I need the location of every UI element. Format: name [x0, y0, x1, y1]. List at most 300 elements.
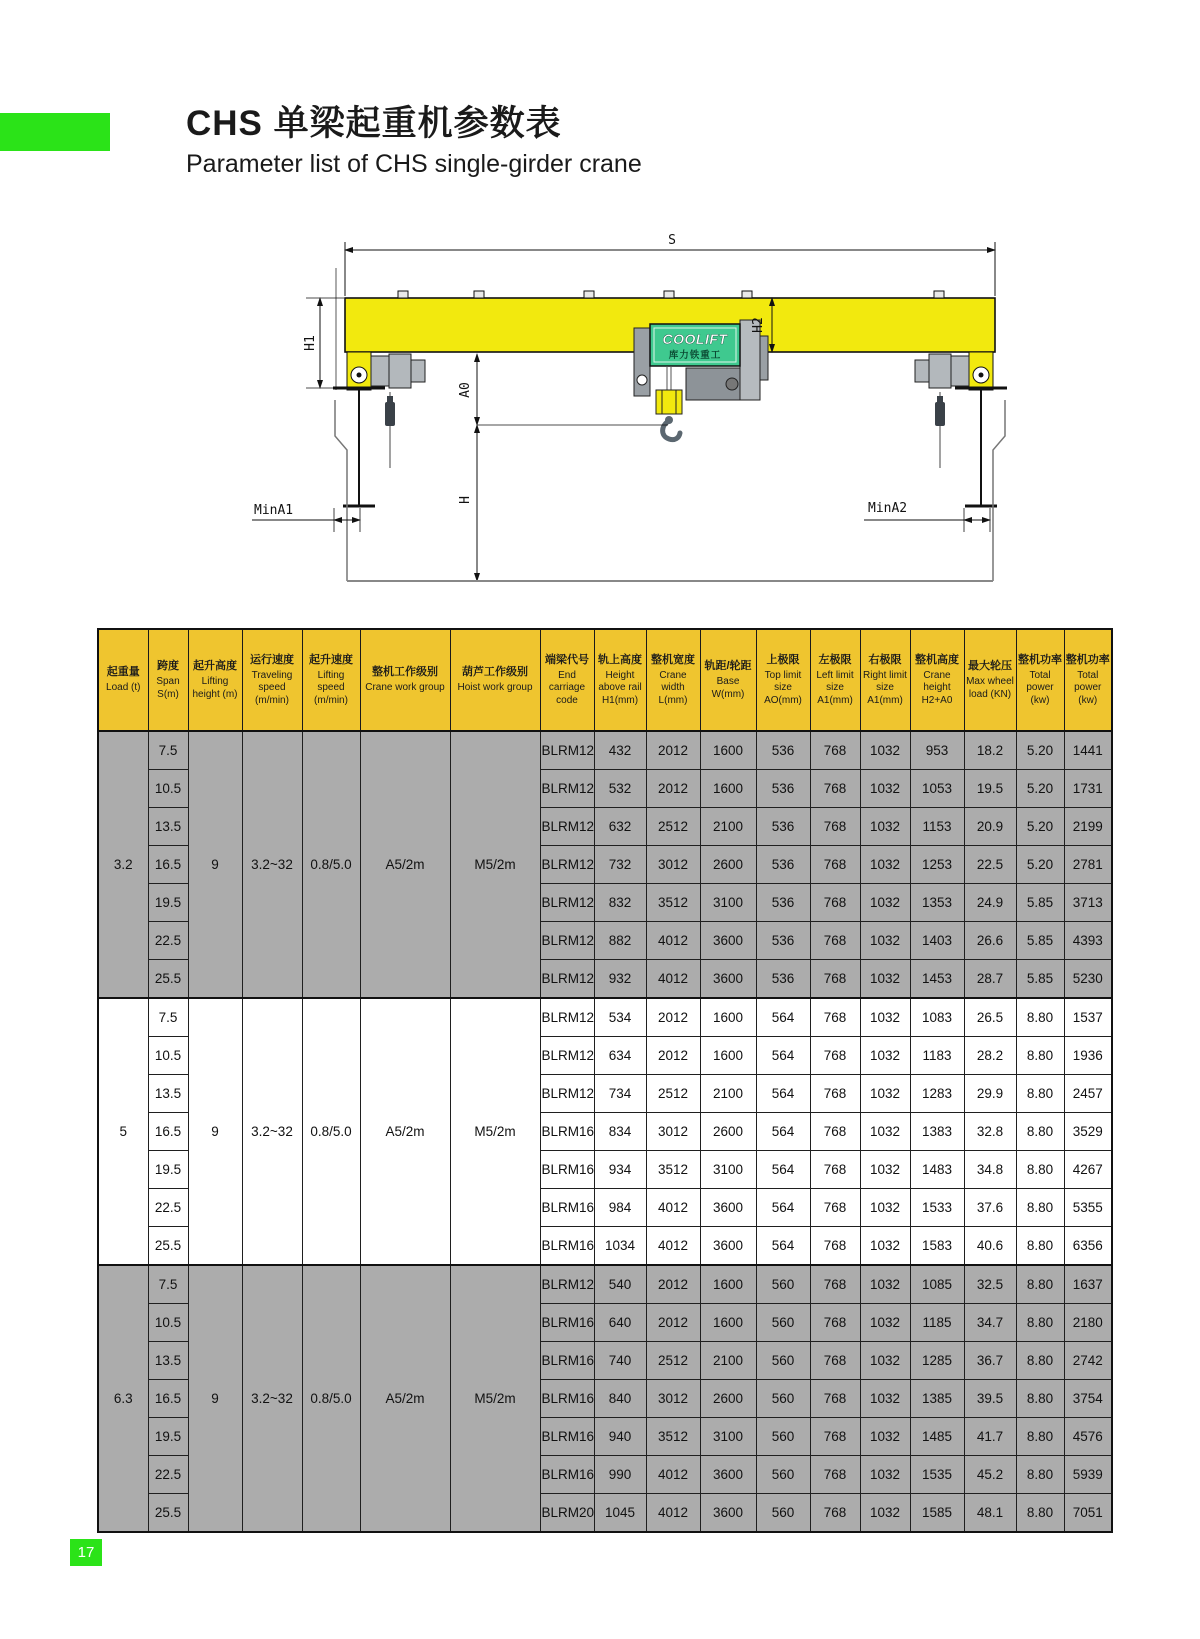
table-cell: 560 [756, 1304, 810, 1342]
table-row [98, 731, 1112, 770]
table-cell: 632 [594, 808, 646, 846]
table-cell: 34.7 [964, 1304, 1016, 1342]
table-cell: 1441 [1064, 731, 1112, 770]
festoon-left [385, 392, 395, 468]
table-cell: BLRM12 [540, 998, 594, 1037]
col-header-en: Max wheel load (KN) [966, 676, 1014, 700]
wheel-left-hub [357, 373, 362, 378]
page-title: CHS 单梁起重机参数表 [186, 104, 562, 143]
col-header [860, 629, 910, 731]
table-header [98, 629, 1112, 731]
table-cell: 19.5 [148, 1418, 188, 1456]
col-header-en: Total power (kw) [1026, 669, 1054, 706]
col-header-en: Traveling speed (m/min) [251, 669, 293, 706]
table-cell: 1283 [910, 1075, 964, 1113]
table-cell: 2012 [646, 1265, 700, 1304]
table-cell: 1483 [910, 1151, 964, 1189]
table-cell: 1083 [910, 998, 964, 1037]
table-cell: 1385 [910, 1380, 964, 1418]
col-header-zh: 葫芦工作级别 [462, 666, 528, 679]
table-cell: 768 [810, 731, 860, 770]
trolley-plate-hole [637, 375, 647, 385]
table-cell: 882 [594, 922, 646, 960]
table-cell: BLRM12 [540, 731, 594, 770]
table-cell: 1285 [910, 1342, 964, 1380]
table-cell: 3600 [700, 1494, 756, 1533]
parameters-table [97, 628, 1113, 1533]
table-cell: 768 [810, 1151, 860, 1189]
table-cell: 7.5 [148, 1265, 188, 1304]
table-cell: 2781 [1064, 846, 1112, 884]
table-cell: 0.8/5.0 [302, 731, 360, 998]
col-header-en: End carriage code [548, 669, 586, 706]
column-right [993, 400, 1005, 581]
table-cell: 28.2 [964, 1037, 1016, 1075]
table-cell: BLRM16 [540, 1380, 594, 1418]
table-cell: 4012 [646, 960, 700, 999]
col-header-en: Height above rail H1(mm) [598, 669, 642, 706]
col-header [450, 629, 540, 731]
table-cell: 1731 [1064, 770, 1112, 808]
table-cell: 1253 [910, 846, 964, 884]
table-cell: A5/2m [360, 998, 450, 1265]
col-header-zh: 整机工作级别 [372, 666, 438, 679]
table-cell: 432 [594, 731, 646, 770]
table-cell: 1583 [910, 1227, 964, 1266]
table-cell: 1032 [860, 846, 910, 884]
table-cell: BLRM12 [540, 922, 594, 960]
table-cell: 3754 [1064, 1380, 1112, 1418]
table-cell: 7.5 [148, 731, 188, 770]
table-cell: 1936 [1064, 1037, 1112, 1075]
col-header-zh: 运行速度 [250, 653, 294, 666]
table-cell: 560 [756, 1494, 810, 1533]
brand-logo: COOLIFT [662, 331, 728, 347]
col-header-en: Left limit size A1(mm) [816, 669, 854, 706]
table-cell: 8.80 [1016, 1075, 1064, 1113]
table-cell: 1032 [860, 1380, 910, 1418]
table-cell: 34.8 [964, 1151, 1016, 1189]
table-cell: BLRM16 [540, 1189, 594, 1227]
table-cell: 3.2~32 [242, 998, 302, 1265]
table-cell: 3100 [700, 1151, 756, 1189]
table-cell: 1600 [700, 770, 756, 808]
hook-block [656, 390, 682, 414]
table-cell: 1045 [594, 1494, 646, 1533]
col-header [594, 629, 646, 731]
table-cell: BLRM20 [540, 1494, 594, 1533]
trolley-side-plate [634, 328, 650, 396]
col-header-en: Lifting speed (m/min) [314, 669, 348, 706]
table-cell: 740 [594, 1342, 646, 1380]
table-cell: 29.9 [964, 1075, 1016, 1113]
table-cell: 5230 [1064, 960, 1112, 999]
table-cell: 5.20 [1016, 846, 1064, 884]
table-cell: 768 [810, 808, 860, 846]
table-cell: 13.5 [148, 808, 188, 846]
table-cell: 1600 [700, 731, 756, 770]
table-cell: BLRM16 [540, 1418, 594, 1456]
col-header-en: Load (t) [106, 682, 141, 694]
table-cell: 5.20 [1016, 770, 1064, 808]
table-cell: 560 [756, 1342, 810, 1380]
table-cell: 3012 [646, 1113, 700, 1151]
table-cell: 4012 [646, 1227, 700, 1266]
col-header-en: Crane height H2+A0 [921, 669, 953, 706]
col-header-zh: 轨距/轮距 [704, 659, 752, 672]
dim-label-h2: H2 [751, 317, 766, 333]
table-cell: 564 [756, 1227, 810, 1266]
hoist-motor-cap [726, 378, 738, 390]
table-cell: 768 [810, 1304, 860, 1342]
table-cell: 32.5 [964, 1265, 1016, 1304]
table-cell: 5939 [1064, 1456, 1112, 1494]
table-cell: 1032 [860, 998, 910, 1037]
dim-label-min-a2: MinA2 [868, 501, 908, 516]
col-header-zh: 整机高度 [915, 653, 959, 666]
col-header-zh: 上极限 [766, 653, 800, 666]
col-header-en: Base W(mm) [711, 676, 745, 700]
table-cell: 1403 [910, 922, 964, 960]
table-cell: 536 [756, 731, 810, 770]
table-cell: BLRM16 [540, 1456, 594, 1494]
col-header [1016, 629, 1064, 731]
table-cell: 4012 [646, 1456, 700, 1494]
table-cell: 26.5 [964, 998, 1016, 1037]
table-cell: 22.5 [148, 1189, 188, 1227]
table-row [98, 1265, 1112, 1304]
travel-motor-left [371, 354, 425, 388]
table-cell: 1533 [910, 1189, 964, 1227]
hoist-gearbox-cover [760, 336, 768, 380]
table-cell: 0.8/5.0 [302, 998, 360, 1265]
table-cell: 10.5 [148, 1304, 188, 1342]
table-cell: 768 [810, 1189, 860, 1227]
table-cell: 1600 [700, 1304, 756, 1342]
table-cell: 25.5 [148, 1227, 188, 1266]
col-header [810, 629, 860, 731]
table-cell: 25.5 [148, 1494, 188, 1533]
table-cell: 4267 [1064, 1151, 1112, 1189]
table-cell: 13.5 [148, 1342, 188, 1380]
table-cell: 5355 [1064, 1189, 1112, 1227]
table-cell: 3012 [646, 1380, 700, 1418]
table-cell: 536 [756, 960, 810, 999]
table-cell: 3100 [700, 1418, 756, 1456]
table-cell: BLRM12 [540, 1265, 594, 1304]
table-cell: 1535 [910, 1456, 964, 1494]
table-cell: 3.2 [98, 731, 148, 998]
festoon-right [935, 392, 945, 468]
table-cell: 13.5 [148, 1075, 188, 1113]
table-cell: 3512 [646, 1418, 700, 1456]
col-header-zh: 最大轮压 [968, 659, 1012, 672]
dim-label-h: H [458, 496, 473, 504]
table-cell: 16.5 [148, 1380, 188, 1418]
table-cell: 2512 [646, 808, 700, 846]
table-cell: 36.7 [964, 1342, 1016, 1380]
table-cell: 8.80 [1016, 1304, 1064, 1342]
table-cell: 32.8 [964, 1113, 1016, 1151]
table-cell: 2199 [1064, 808, 1112, 846]
table-cell: 768 [810, 1342, 860, 1380]
table-cell: 2100 [700, 1342, 756, 1380]
table-cell: 2600 [700, 1113, 756, 1151]
col-header-zh: 整机功率 [1018, 653, 1062, 666]
table-cell: 1032 [860, 770, 910, 808]
table-cell: 5.85 [1016, 884, 1064, 922]
table-cell: BLRM12 [540, 808, 594, 846]
table-body [98, 731, 1112, 1532]
table-cell: 768 [810, 998, 860, 1037]
col-header-en: Crane width L(mm) [658, 669, 688, 706]
col-header-en: Hoist work group [457, 682, 533, 694]
col-header [242, 629, 302, 731]
table-cell: 768 [810, 1456, 860, 1494]
table-cell: 4012 [646, 1189, 700, 1227]
table-cell: 2600 [700, 846, 756, 884]
table-cell: 8.80 [1016, 1189, 1064, 1227]
table-cell: 1032 [860, 808, 910, 846]
table-cell: 536 [756, 808, 810, 846]
table-cell: 560 [756, 1380, 810, 1418]
table-cell: 3100 [700, 884, 756, 922]
table-cell: 536 [756, 770, 810, 808]
table-cell: 2512 [646, 1342, 700, 1380]
table-cell: 7051 [1064, 1494, 1112, 1533]
table-cell: 3.2~32 [242, 731, 302, 998]
table-cell: 634 [594, 1037, 646, 1075]
table-cell: 1032 [860, 731, 910, 770]
col-header-zh: 整机功率 [1065, 653, 1110, 666]
table-cell: 1383 [910, 1113, 964, 1151]
col-header [964, 629, 1016, 731]
table-cell: A5/2m [360, 731, 450, 998]
table-cell: M5/2m [450, 731, 540, 998]
table-cell: 1032 [860, 1418, 910, 1456]
table-cell: 1032 [860, 1265, 910, 1304]
table-cell: 560 [756, 1265, 810, 1304]
col-header [700, 629, 756, 731]
col-header-zh: 右极限 [868, 653, 902, 666]
table-cell: 24.9 [964, 884, 1016, 922]
table-cell: 1185 [910, 1304, 964, 1342]
table-cell: 640 [594, 1304, 646, 1342]
table-cell: 2180 [1064, 1304, 1112, 1342]
table-cell: 3600 [700, 922, 756, 960]
table-cell: 768 [810, 1380, 860, 1418]
table-cell: 41.7 [964, 1418, 1016, 1456]
table-cell: 2457 [1064, 1075, 1112, 1113]
table-cell: 540 [594, 1265, 646, 1304]
col-header-zh: 左极限 [818, 653, 852, 666]
table-cell: 16.5 [148, 1113, 188, 1151]
table-cell: 48.1 [964, 1494, 1016, 1533]
col-header-zh: 轨上高度 [598, 653, 642, 666]
col-header [148, 629, 188, 731]
table-cell: 934 [594, 1151, 646, 1189]
col-header [756, 629, 810, 731]
table-cell: 0.8/5.0 [302, 1265, 360, 1532]
table-cell: 19.5 [964, 770, 1016, 808]
table-cell: 3512 [646, 1151, 700, 1189]
col-header-en: Total power (kw) [1074, 669, 1102, 706]
travel-motor-right [915, 354, 969, 388]
table-cell: 8.80 [1016, 1342, 1064, 1380]
table-cell: 2012 [646, 770, 700, 808]
table-cell: 564 [756, 1151, 810, 1189]
table-cell: 1600 [700, 1037, 756, 1075]
table-cell: 9 [188, 1265, 242, 1532]
hook-icon [663, 416, 680, 440]
table-cell: 6356 [1064, 1227, 1112, 1266]
table-cell: 5 [98, 998, 148, 1265]
table-cell: 768 [810, 1113, 860, 1151]
table-cell: 2100 [700, 808, 756, 846]
col-header-zh: 跨度 [157, 659, 179, 672]
table-cell: 2012 [646, 1037, 700, 1075]
col-header [1064, 629, 1112, 731]
col-header [188, 629, 242, 731]
col-header-en: Span S(m) [156, 676, 180, 700]
table-cell: 22.5 [148, 922, 188, 960]
table-cell: 768 [810, 1075, 860, 1113]
table-cell: 19.5 [148, 1151, 188, 1189]
table-cell: BLRM12 [540, 960, 594, 999]
table-cell: 2600 [700, 1380, 756, 1418]
table-cell: A5/2m [360, 1265, 450, 1532]
table-cell: 536 [756, 846, 810, 884]
table-cell: 3600 [700, 1456, 756, 1494]
header-row [98, 629, 1112, 731]
table-cell: 2012 [646, 1304, 700, 1342]
table-cell: 4012 [646, 1494, 700, 1533]
table-cell: BLRM12 [540, 884, 594, 922]
table-cell: 768 [810, 884, 860, 922]
table-cell: 1600 [700, 1265, 756, 1304]
table-cell: 1585 [910, 1494, 964, 1533]
table-cell: 1032 [860, 1037, 910, 1075]
table-cell: 20.9 [964, 808, 1016, 846]
table-cell: 6.3 [98, 1265, 148, 1532]
col-header [540, 629, 594, 731]
table-cell: 1153 [910, 808, 964, 846]
table-cell: 8.80 [1016, 1265, 1064, 1304]
table-cell: 10.5 [148, 770, 188, 808]
table-cell: 768 [810, 1418, 860, 1456]
table-cell: 1032 [860, 1151, 910, 1189]
table-cell: 840 [594, 1380, 646, 1418]
dim-label-a0: A0 [458, 382, 473, 398]
table-cell: 28.7 [964, 960, 1016, 999]
col-header-en: Right limit size A1(mm) [863, 669, 907, 706]
table-cell: 16.5 [148, 846, 188, 884]
col-header-en: Lifting height (m) [192, 676, 238, 700]
table-cell: 768 [810, 922, 860, 960]
col-header [98, 629, 148, 731]
col-header-zh: 起升速度 [309, 653, 353, 666]
table-cell: 8.80 [1016, 1037, 1064, 1075]
table-cell: 1032 [860, 1342, 910, 1380]
table-cell: 768 [810, 770, 860, 808]
col-header [302, 629, 360, 731]
dim-label-min-a1: MinA1 [254, 503, 294, 518]
table-cell: 10.5 [148, 1037, 188, 1075]
table-cell: 1032 [860, 1456, 910, 1494]
table-cell: 1085 [910, 1265, 964, 1304]
col-header [360, 629, 450, 731]
table-cell: 3600 [700, 1189, 756, 1227]
table-cell: 1453 [910, 960, 964, 999]
table-cell: 3.2~32 [242, 1265, 302, 1532]
table-cell: BLRM12 [540, 770, 594, 808]
table-cell: 564 [756, 1037, 810, 1075]
title-accent-bar [0, 113, 110, 151]
table-cell: 8.80 [1016, 1227, 1064, 1266]
table-cell: 9 [188, 731, 242, 998]
table-cell: BLRM12 [540, 1075, 594, 1113]
table-cell: 8.80 [1016, 1456, 1064, 1494]
table-cell: 1485 [910, 1418, 964, 1456]
table-cell: 1032 [860, 960, 910, 999]
table-cell: 3600 [700, 1227, 756, 1266]
table-cell: 4576 [1064, 1418, 1112, 1456]
table-cell: 932 [594, 960, 646, 999]
table-cell: BLRM16 [540, 1304, 594, 1342]
table-cell: 19.5 [148, 884, 188, 922]
table-cell: 3512 [646, 884, 700, 922]
dim-label-h1: H1 [303, 335, 318, 351]
table-cell: 2742 [1064, 1342, 1112, 1380]
table-cell: 1053 [910, 770, 964, 808]
table-cell: 2012 [646, 998, 700, 1037]
table-cell: 8.80 [1016, 1418, 1064, 1456]
table-cell: 984 [594, 1189, 646, 1227]
table-cell: 2512 [646, 1075, 700, 1113]
table-cell: 8.80 [1016, 998, 1064, 1037]
girder-lugs [398, 291, 944, 298]
table-cell: 564 [756, 998, 810, 1037]
table-cell: 532 [594, 770, 646, 808]
table-cell: 3529 [1064, 1113, 1112, 1151]
table-cell: 734 [594, 1075, 646, 1113]
col-header-en: Crane work group [365, 682, 445, 694]
table-cell: 1353 [910, 884, 964, 922]
table-cell: 3012 [646, 846, 700, 884]
table-cell: 9 [188, 998, 242, 1265]
wheel-right-hub [979, 373, 984, 378]
table-cell: BLRM16 [540, 1342, 594, 1380]
page-subtitle: Parameter list of CHS single-girder crane [186, 150, 642, 178]
table-cell: 536 [756, 884, 810, 922]
table-cell: 22.5 [148, 1456, 188, 1494]
table-cell: 564 [756, 1189, 810, 1227]
table-cell: 8.80 [1016, 1494, 1064, 1533]
table-cell: M5/2m [450, 998, 540, 1265]
table-cell: 1183 [910, 1037, 964, 1075]
table-cell: 560 [756, 1456, 810, 1494]
page-number-badge: 17 [70, 1539, 102, 1566]
col-header-zh: 起重量 [106, 666, 140, 679]
table-cell: 5.20 [1016, 731, 1064, 770]
table-cell: 3600 [700, 960, 756, 999]
table-cell: 1032 [860, 1494, 910, 1533]
table-cell: 1032 [860, 884, 910, 922]
table-cell: BLRM12 [540, 1037, 594, 1075]
table-cell: 2012 [646, 731, 700, 770]
table-cell: 3713 [1064, 884, 1112, 922]
table-cell: 768 [810, 846, 860, 884]
